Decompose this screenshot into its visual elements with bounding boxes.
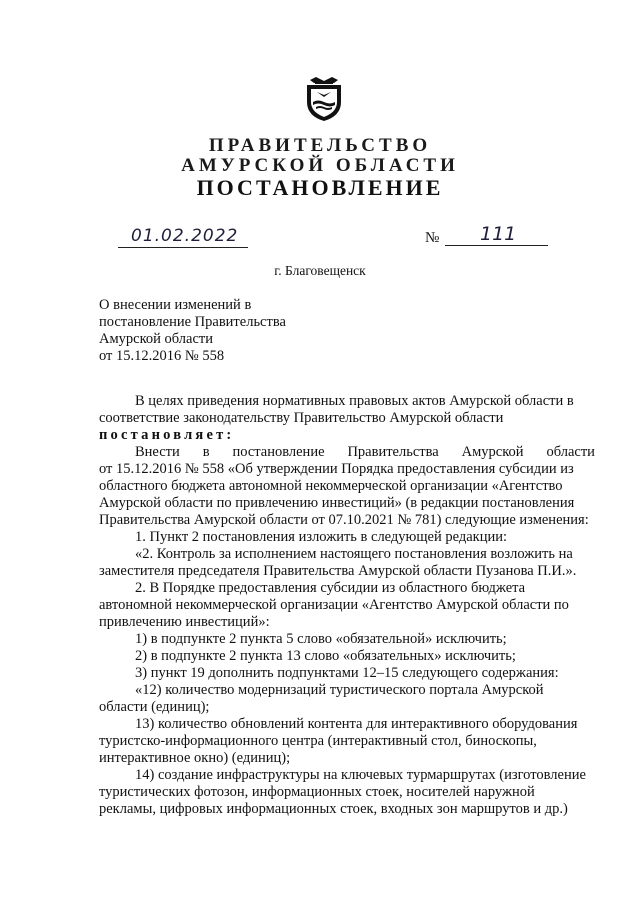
subject-line: Амурской области (99, 331, 213, 347)
subject-line: от 15.12.2016 № 558 (99, 348, 225, 364)
subitem-2: 2) в подпункте 2 пункта 13 слово «обязательных» исключить; (135, 648, 516, 664)
paragraph-1-quote: «2. Контроль за исполнением настоящего постановления возложить на (135, 546, 573, 562)
subitem-13: 13) количество обновлений контента для интерактивного оборудования (135, 716, 578, 732)
subject-block (99, 297, 286, 365)
paragraph-2: 2. В Порядке предоставления субсидии из областного бюджета (135, 580, 526, 596)
subitem-13: туристско-информационного центра (интерактивный стол, биноскопы, (99, 733, 537, 749)
coat-of-arms-icon (304, 76, 344, 122)
org-name-line1: ПРАВИТЕЛЬСТВО (208, 135, 432, 156)
subitem-14: туристических фотозон, информационных стоек, носителей наружной (99, 784, 535, 800)
item1-line: Правительства Амурской области от 07.10.2021 № 781) следующие изменения: (99, 512, 589, 528)
item1-line: от 15.12.2016 № 558 «Об утверждении Порядка предоставления субсидии из (99, 461, 574, 477)
preamble-line: соответствие законодательству Правительство Амурской области (99, 410, 504, 426)
item1-line: Амурской области по привлечению инвестиций» (в редакции постановления (99, 495, 575, 511)
word: области (546, 444, 595, 460)
paragraph-2: привлечению инвестиций»: (99, 614, 270, 630)
item1-line: областного бюджета автономной некоммерческой организации «Агентство (99, 478, 563, 494)
subject-line: постановление Правительства (99, 314, 286, 330)
org-name-line2: АМУРСКОЙ ОБЛАСТИ (181, 155, 459, 176)
word: Внести (135, 444, 180, 460)
subitem-13: интерактивное окно) (единиц); (99, 750, 291, 766)
subitem-14: рекламы, цифровых информационных стоек, входных зон маршрутов и др.) (99, 801, 568, 817)
subitem-14: 14) создание инфраструктуры на ключевых турмаршрутах (изготовление (135, 767, 586, 783)
word: в (202, 444, 210, 460)
subitem-12: области (единиц); (99, 699, 210, 715)
subitem-3: 3) пункт 19 дополнить подпунктами 12–15 следующего содержания: (135, 665, 559, 681)
paragraph-1: 1. Пункт 2 постановления изложить в следующей редакции: (135, 529, 508, 545)
date-underline (118, 247, 248, 248)
paragraph-2: автономной некоммерческой организации «Агентство Амурской области по (99, 597, 569, 613)
word: Правительства (347, 444, 439, 460)
paragraph-1-quote: заместителя председателя Правительства Амурской области Пузанова П.И.». (99, 563, 577, 579)
number-underline (445, 245, 548, 246)
subitem-12: «12) количество модернизаций туристического портала Амурской (135, 682, 544, 698)
resolves-word: постановляет: (99, 427, 235, 443)
preamble-line: В целях приведения нормативных правовых актов Амурской области в (135, 393, 574, 409)
document-type-title: ПОСТАНОВЛЕНИЕ (196, 175, 444, 200)
subject-line: О внесении изменений в (99, 297, 252, 313)
word: постановление (232, 444, 325, 460)
decree-date: 01.02.2022 (131, 226, 239, 246)
city: г. Благовещенск (274, 263, 366, 278)
number-label: № (425, 230, 440, 246)
subitem-1: 1) в подпункте 2 пункта 5 слово «обязательной» исключить; (135, 631, 507, 647)
item1-first-line (99, 444, 595, 461)
decree-number: 111 (480, 223, 517, 245)
document-body (99, 393, 595, 818)
word: Амурской (461, 444, 524, 460)
